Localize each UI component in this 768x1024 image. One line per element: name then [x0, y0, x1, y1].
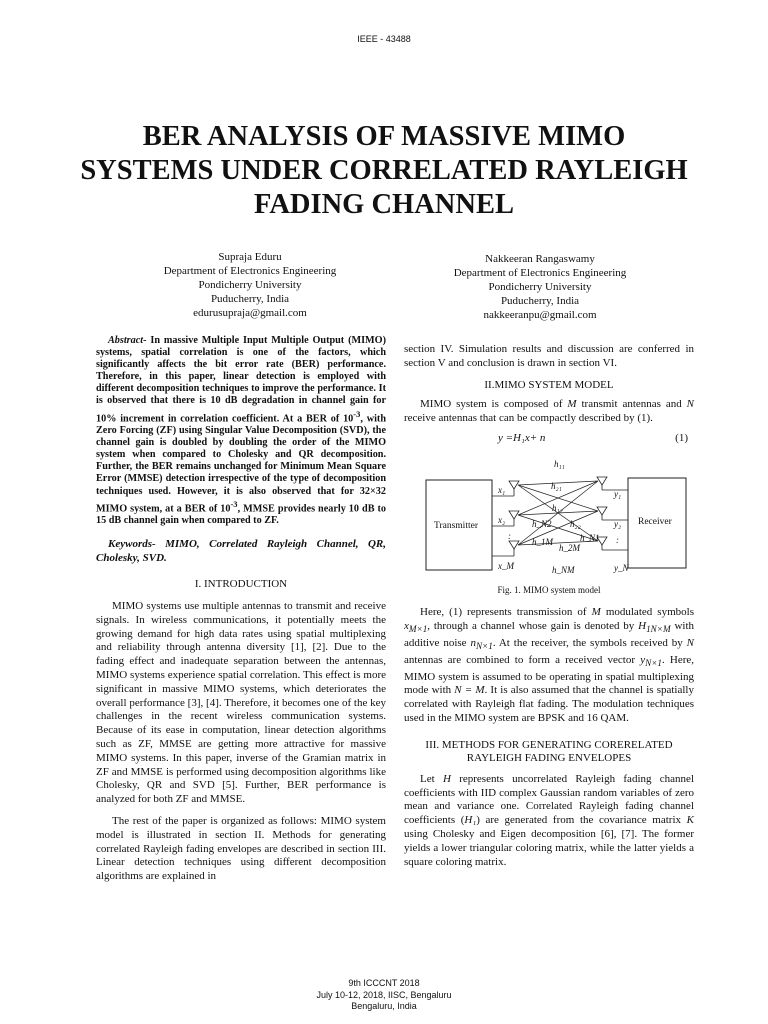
section-heading-methods	[404, 739, 694, 765]
math-symbol: n	[470, 636, 476, 649]
math-subscript: N×1	[645, 657, 662, 668]
text-run: MIMO system is composed of	[420, 398, 568, 411]
math-expression: N = M	[454, 684, 485, 697]
label-xM: x_M	[498, 560, 514, 571]
equation-body: y =H₁x+ n	[498, 431, 546, 444]
transmitter-label: Transmitter	[434, 520, 478, 531]
equation-1	[404, 432, 694, 448]
label-h21: h₂₁	[551, 480, 562, 491]
text-run: . It is also assumed that the channel is spatially correlated with Rayleigh flat fading. The modulation techniques used in the MIMO system are BPSK and 16 QAM.	[404, 684, 694, 724]
left-column	[96, 335, 386, 884]
text-run: with additive noise	[404, 619, 694, 649]
author-block-2	[400, 252, 680, 322]
footer-location: Bengaluru, India	[351, 1001, 417, 1011]
text-run: . At the receiver, the symbols received by	[492, 636, 687, 649]
text-run: Let	[420, 772, 443, 785]
label-h2M: h_2M	[559, 542, 580, 553]
receiver-label: Receiver	[638, 516, 672, 527]
label-h12: h₁₂	[552, 502, 563, 513]
intro-continuation: section IV. Simulation results and discussion are conferred in section V and conclusion is drawn in section VI.	[404, 343, 694, 369]
label-x1: x₁	[498, 484, 506, 495]
text-run: Here, (1) represents transmission of	[420, 605, 592, 618]
heading-line-2: RAYLEIGH FADING ENVELOPES	[466, 751, 632, 764]
text-run: . Here, MIMO system is assumed to be operating in spatial multiplexing mode with	[404, 653, 695, 697]
right-column	[404, 343, 694, 869]
math-symbol: K	[686, 814, 694, 827]
mimo-system-figure	[404, 454, 694, 578]
text-run: antennas are combined to form a received vector	[404, 653, 641, 666]
label-x2: x₂	[498, 514, 506, 525]
math-subscript: N×1	[475, 640, 493, 651]
label-hN1: h_N1	[580, 532, 600, 543]
author-block-1	[120, 250, 380, 320]
author-location: Puducherry, India	[210, 293, 290, 305]
math-symbol: N	[686, 636, 694, 649]
author-name: Supraja Eduru	[218, 251, 282, 263]
author-university: Pondicherry University	[198, 279, 302, 291]
figure-caption: Fig. 1. MIMO system model	[497, 584, 601, 595]
footer-dates: July 10-12, 2018, IISC, Bengaluru	[316, 989, 452, 1000]
author-name: Nakkeeran Rangaswamy	[485, 253, 595, 265]
text-run: represents uncorrelated Rayleigh fading channel coefficients with IID complex Gaussian random variables of zero mean and variance one. Correlated Rayleigh fading channel coefficients (	[404, 772, 694, 827]
math-subscript: 1N×M	[646, 623, 671, 634]
author-email: edurusupraja@gmail.com	[193, 307, 307, 319]
abstract	[96, 335, 386, 527]
author-email: nakkeeranpu@gmail.com	[483, 309, 597, 321]
math-symbol: H	[638, 619, 647, 632]
section-heading-introduction: I. INTRODUCTION	[194, 578, 288, 591]
label-h1M: h_1M	[532, 536, 553, 547]
paper-title: BER ANALYSIS OF MASSIVE MIMO SYSTEMS UNDER CORRELATED RAYLEIGH FADING CHANNEL	[80, 121, 688, 220]
keywords: Keywords- MIMO, Correlated Rayleigh Channel, QR, Cholesky, SVD.	[96, 538, 386, 565]
math-symbol: x	[404, 619, 409, 632]
text-run: ) are generated from the covariance matrix	[476, 814, 687, 827]
math-symbol: H₁	[464, 814, 477, 827]
abstract-text: , MMSE provides nearly 10 dB to 15 dB channel gain when compared to ZF.	[96, 503, 386, 527]
footer	[0, 978, 768, 1013]
intro-paragraph-1: MIMO systems use multiple antennas to transmit and receive signals. In wireless communications, it potentially meets the growing demand for high data rates using spatial multiplexing and reliability through antenna diversity [1], [2]. Due to the fading effect and inadequate separation between the antennas, MIMO systems experience spatial correlation. This effect is more significant in massive MIMO systems, which deteriorates the overall performance [3], [4]. Therefore, it becomes one of the key challenges in the recent wireless communication systems. Because of its ease in computation, linear detection algorithms such as ZF, MMSE are getting more attractive for massive MIMO systems. In this paper, inverse of the Gramian matrix in ZF and MMSE is performed using decomposition algorithms like Cholesky, QR and SVD [5]. Further, BER performance is analyzed for both ZF and MMSE.	[96, 599, 386, 806]
math-symbol: N	[686, 398, 694, 411]
intro-paragraph-2: The rest of the paper is organized as follows: MIMO system model is illustrated in section II. Methods for generating correlated Rayleigh fading envelopes are described in section III. Linear detection techniques using different decomposition algorithms are explained in	[96, 814, 386, 883]
math-symbol: M	[567, 398, 577, 411]
math-symbol: y	[640, 653, 646, 666]
author-department: Department of Electronics Engineering	[163, 265, 337, 277]
author-university: Pondicherry University	[488, 281, 592, 293]
label-dots-rx: :	[616, 534, 619, 545]
abstract-exponent: -3	[230, 498, 238, 509]
methods-paragraph-1	[404, 773, 694, 870]
label-dots-tx: :	[508, 530, 511, 541]
label-h11: h₁₁	[554, 458, 565, 469]
abstract-text: , with Zero Forcing (ZF) using Singular Value Decomposition (SVD), the channel gain is doubled by doubling the order of the MIMO system when compared to Cholesky and QR decomposition. Further, the BER remains unchanged for Minimum Mean Square Error (MMSE) detection irrespective of the type of decomposition techniques used. However, it is also observed that for 32×32 MIMO system, at a BER of 10	[96, 412, 386, 514]
system-model-paragraph-2	[404, 606, 694, 726]
text-run: using Cholesky and Eigen decomposition [6], [7]. The former yields a lower triangular coloring matrix, while the latter yields a square coloring matrix.	[404, 827, 694, 868]
label-hNM: h_NM	[552, 564, 575, 575]
label-y2: y₂	[614, 518, 622, 529]
system-model-paragraph-1	[404, 398, 694, 426]
label-hN2: h_N2	[532, 518, 552, 529]
text-run: receive antennas that can be compactly described by (1).	[404, 412, 653, 425]
heading-line-1: III. METHODS FOR GENERATING CORERELATED	[425, 738, 673, 751]
text-run: , through a channel whose gain is denoted by	[427, 619, 639, 632]
text-run: transmit antennas and	[576, 398, 687, 411]
abstract-lead: Abstract-	[108, 335, 147, 346]
footer-conference: 9th ICCCNT 2018	[348, 978, 420, 988]
abstract-exponent: -3	[353, 408, 361, 419]
abstract-text: In massive Multiple Input Multiple Output (MIMO) systems, spatial correlation is one of the factors, which significantly affects the bit error rate (BER) performance. Therefore, in this paper, linear detection is employed with different decomposition techniques to improve the performance. It is observed that there is 10 dB degradation in channel gain for 10% increment in correlation coefficient. At a BER of 10	[96, 335, 386, 424]
label-yN: y_N	[614, 562, 629, 573]
math-symbol: M	[591, 605, 601, 618]
section-heading-system-model: II.MIMO SYSTEM MODEL	[484, 378, 614, 391]
author-location: Puducherry, India	[500, 295, 580, 307]
author-department: Department of Electronics Engineering	[453, 267, 627, 279]
equation-number: (1)	[675, 431, 688, 444]
math-symbol: H	[442, 772, 451, 785]
conference-id: IEEE - 43488	[357, 34, 411, 44]
label-y1: y₁	[614, 488, 622, 499]
text-run: modulated symbols	[600, 605, 694, 618]
label-h22: h₂₂	[570, 518, 581, 529]
math-subscript: M×1	[408, 623, 428, 634]
